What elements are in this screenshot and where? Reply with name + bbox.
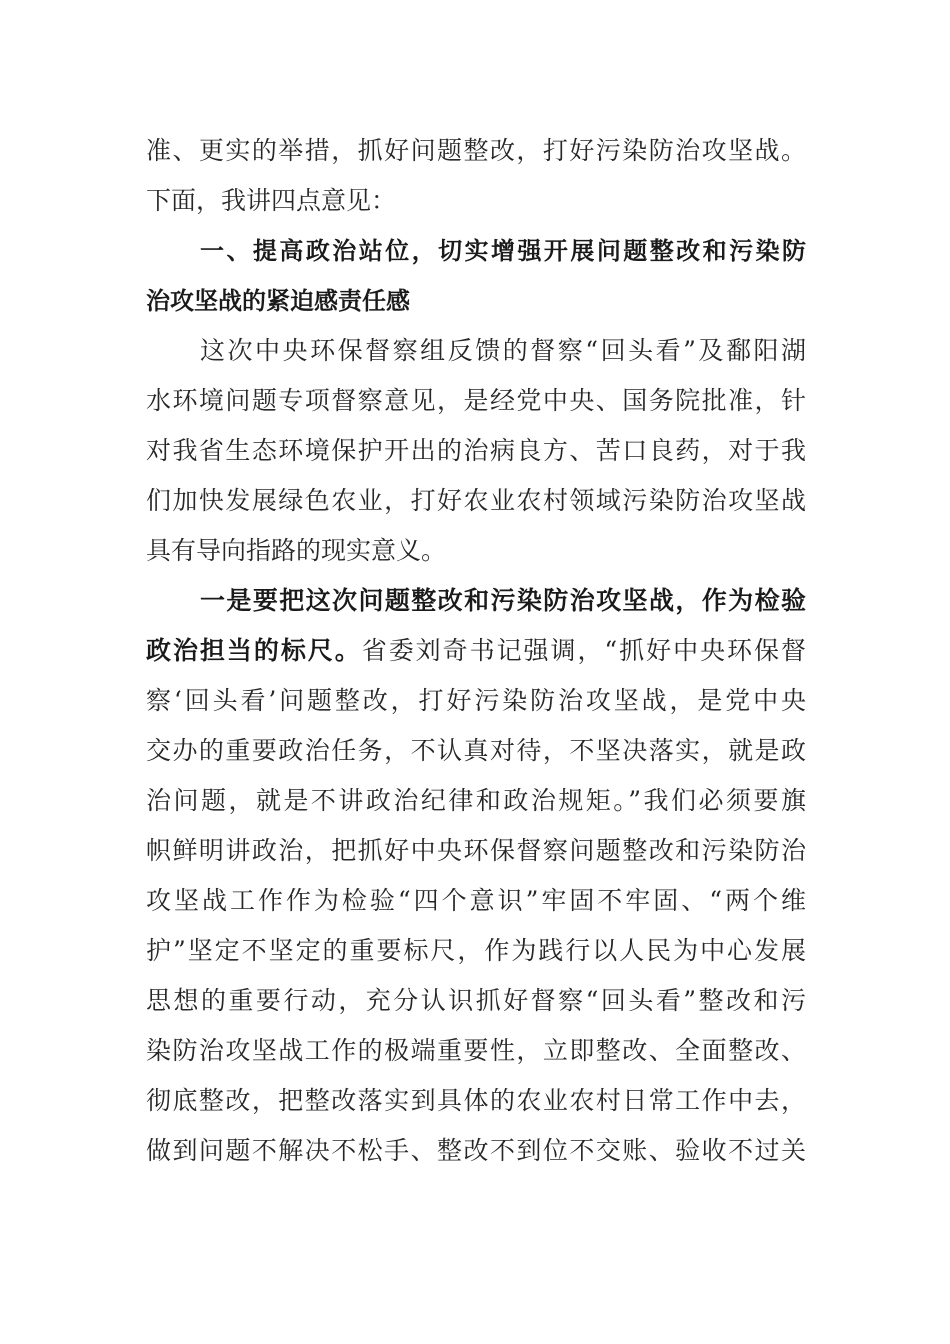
heading-line: 治攻坚战的紧迫感责任感 <box>146 287 410 315</box>
text-line: 准、更实的举措，抓好问题整改，打好污染防治攻坚战。 <box>146 136 806 165</box>
text-line: 下面，我讲四点意见： <box>146 186 397 215</box>
text-line: 察‘回头看’问题整改，打好污染防治攻坚战，是党中央 <box>146 686 806 715</box>
text-line: 思想的重要行动，充分认识抓好督察“回头看”整改和污 <box>146 986 806 1015</box>
text-line: 这次中央环保督察组反馈的督察“回头看”及鄱阳湖 <box>200 336 806 365</box>
text-line: 们加快发展绿色农业，打好农业农村领域污染防治攻坚战 <box>146 486 806 515</box>
text-line <box>146 626 806 676</box>
text-line: 染防治攻坚战工作的极端重要性，立即整改、全面整改、 <box>146 1036 806 1065</box>
paragraph-point-one <box>146 576 806 1176</box>
section-heading-1 <box>146 226 806 326</box>
heading-line: 一、提高政治站位，切实增强开展问题整改和污染防 <box>200 237 806 265</box>
text-line: 治问题，就是不讲政治纪律和政治规矩。”我们必须要旗 <box>146 786 806 815</box>
text-line: 对我省生态环境保护开出的治病良方、苦口良药，对于我 <box>146 436 806 465</box>
text-line: 具有导向指路的现实意义。 <box>146 536 447 565</box>
inline-text: 省委刘奇书记强调，“抓好中央环保督 <box>361 636 806 665</box>
document-page <box>146 126 806 1176</box>
text-line: 彻底整改，把整改落实到具体的农业农村日常工作中去， <box>146 1086 806 1115</box>
text-line: 做到问题不解决不松手、整改不到位不交账、验收不过关 <box>146 1136 806 1165</box>
paragraph-significance <box>146 326 806 576</box>
bold-lead-text: 政治担当的标尺。 <box>146 636 362 665</box>
bold-lead-line: 一是要把这次问题整改和污染防治攻坚战，作为检验 <box>200 586 806 615</box>
text-line: 帜鲜明讲政治，把抓好中央环保督察问题整改和污染防治 <box>146 836 806 865</box>
paragraph-intro <box>146 126 806 226</box>
text-line: 攻坚战工作作为检验“四个意识”牢固不牢固、“两个维 <box>146 886 806 915</box>
text-line: 护”坚定不坚定的重要标尺，作为践行以人民为中心发展 <box>146 936 806 965</box>
text-line: 交办的重要政治任务，不认真对待，不坚决落实，就是政 <box>146 736 806 765</box>
text-line: 水环境问题专项督察意见，是经党中央、国务院批准，针 <box>146 386 806 415</box>
